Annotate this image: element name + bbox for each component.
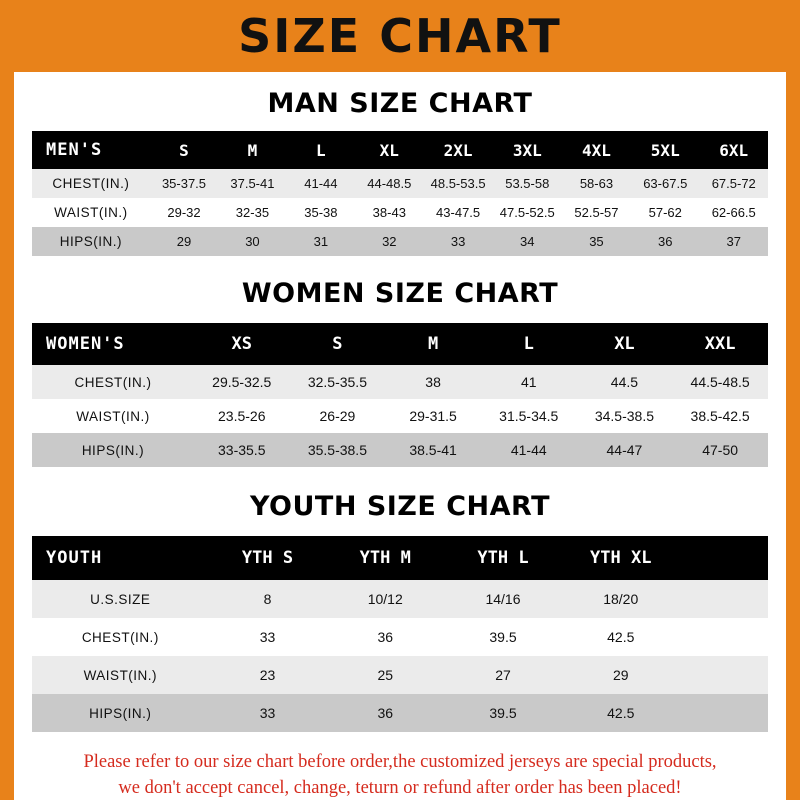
youth-size-table bbox=[32, 536, 768, 732]
women-row-2-cell-4: 44-47 bbox=[606, 442, 643, 458]
man-header-cell-3: L bbox=[316, 140, 326, 160]
page-title: SIZE CHART bbox=[238, 9, 562, 63]
man-row-2-cell-4: 33 bbox=[450, 234, 466, 249]
man-row-0-label: CHEST(IN.) bbox=[52, 176, 130, 191]
page-banner bbox=[0, 0, 800, 72]
man-row-2-cell-7: 36 bbox=[658, 234, 673, 249]
youth-row-3-cell-3: 42.5 bbox=[607, 705, 635, 721]
women-row-2-cell-3: 41-44 bbox=[510, 442, 547, 458]
women-row-2-cell-5: 47-50 bbox=[702, 442, 739, 458]
man-row-1-cell-1: 32-35 bbox=[235, 205, 270, 220]
youth-row-3-cell-1: 36 bbox=[377, 705, 394, 721]
women-row-0-cell-0: 29.5-32.5 bbox=[212, 374, 272, 390]
youth-row-1-cell-3: 42.5 bbox=[607, 629, 635, 645]
table-row bbox=[32, 198, 768, 227]
women-row-1-label: WAIST(IN.) bbox=[76, 408, 150, 424]
man-row-0-cell-7: 63-67.5 bbox=[643, 176, 688, 191]
table-row bbox=[32, 656, 768, 694]
chart-content bbox=[14, 88, 786, 801]
man-header-row bbox=[32, 131, 768, 169]
youth-row-0-cell-3: 18/20 bbox=[603, 591, 639, 607]
man-row-1-cell-0: 29-32 bbox=[167, 205, 201, 220]
man-section-title: MAN SIZE CHART bbox=[267, 88, 533, 119]
women-row-0-label: CHEST(IN.) bbox=[74, 374, 152, 390]
women-row-1-cell-5: 38.5-42.5 bbox=[690, 408, 750, 424]
youth-row-3-cell-2: 39.5 bbox=[489, 705, 517, 721]
women-section-title: WOMEN SIZE CHART bbox=[241, 278, 559, 309]
youth-row-0-cell-1: 10/12 bbox=[367, 591, 403, 607]
youth-row-0-cell-0: 8 bbox=[263, 591, 272, 607]
youth-header-cell-0: YOUTH bbox=[46, 548, 103, 568]
youth-row-3-cell-blank bbox=[680, 694, 768, 732]
man-header-cell-5: 2XL bbox=[443, 140, 473, 160]
youth-header-cell-blank bbox=[680, 536, 768, 580]
youth-row-2-cell-blank bbox=[680, 656, 768, 694]
youth-row-0-cell-blank bbox=[680, 580, 768, 618]
table-row bbox=[32, 580, 768, 618]
women-header-cell-2: S bbox=[332, 334, 343, 354]
table-row bbox=[32, 399, 768, 433]
women-row-0-cell-3: 41 bbox=[520, 374, 537, 390]
man-header-cell-7: 4XL bbox=[581, 140, 611, 160]
youth-row-1-label: CHEST(IN.) bbox=[81, 629, 159, 645]
man-row-0-cell-8: 67.5-72 bbox=[711, 176, 756, 191]
table-row bbox=[32, 694, 768, 732]
youth-section-title: YOUTH SIZE CHART bbox=[249, 491, 551, 522]
youth-row-1-cell-2: 39.5 bbox=[489, 629, 517, 645]
women-row-2-label: HIPS(IN.) bbox=[81, 442, 145, 458]
order-notice-line-1: Please refer to our size chart before order,the customized jerseys are special products, bbox=[83, 752, 717, 772]
man-row-2-cell-3: 32 bbox=[382, 234, 397, 249]
man-row-1-label: WAIST(IN.) bbox=[54, 205, 128, 220]
man-header-cell-6: 3XL bbox=[512, 140, 542, 160]
women-row-1-cell-3: 31.5-34.5 bbox=[499, 408, 559, 424]
women-header-cell-3: M bbox=[427, 334, 439, 354]
women-header-cell-1: XS bbox=[231, 334, 252, 354]
women-row-1-cell-0: 23.5-26 bbox=[218, 408, 266, 424]
women-row-0-cell-5: 44.5-48.5 bbox=[690, 374, 750, 390]
women-header-cell-6: XXL bbox=[704, 334, 736, 354]
youth-row-0-label: U.S.SIZE bbox=[90, 591, 151, 607]
women-size-table bbox=[32, 323, 768, 467]
man-row-1-cell-4: 43-47.5 bbox=[436, 205, 481, 220]
youth-header-cell-2: YTH M bbox=[359, 548, 411, 568]
man-row-0-cell-6: 58-63 bbox=[579, 176, 614, 191]
man-row-2-cell-5: 34 bbox=[520, 234, 535, 249]
women-header-cell-0: WOMEN'S bbox=[46, 334, 125, 354]
women-row-0-cell-1: 32.5-35.5 bbox=[307, 374, 367, 390]
youth-row-1-cell-1: 36 bbox=[377, 629, 394, 645]
man-row-2-cell-1: 30 bbox=[245, 234, 260, 249]
youth-header-row bbox=[32, 536, 768, 580]
man-row-2-cell-0: 29 bbox=[176, 234, 192, 249]
man-row-2-label: HIPS(IN.) bbox=[59, 234, 123, 249]
youth-header-cell-3: YTH L bbox=[477, 548, 529, 568]
table-row bbox=[32, 227, 768, 256]
man-row-1-cell-8: 62-66.5 bbox=[711, 205, 756, 220]
youth-row-0-cell-2: 14/16 bbox=[485, 591, 521, 607]
women-row-2-cell-0: 33-35.5 bbox=[218, 442, 266, 458]
table-row bbox=[32, 169, 768, 198]
youth-row-1-cell-blank bbox=[680, 618, 768, 656]
table-row bbox=[32, 433, 768, 467]
man-row-1-cell-3: 38-43 bbox=[372, 205, 406, 220]
man-header-cell-1: S bbox=[179, 140, 189, 160]
women-row-2-cell-1: 35.5-38.5 bbox=[307, 442, 367, 458]
youth-row-2-label: WAIST(IN.) bbox=[83, 667, 158, 683]
man-row-2-cell-2: 31 bbox=[313, 234, 329, 249]
women-row-0-cell-2: 38 bbox=[425, 374, 441, 390]
youth-row-3-label: HIPS(IN.) bbox=[89, 705, 152, 721]
youth-row-3-cell-0: 33 bbox=[259, 705, 276, 721]
women-row-1-cell-1: 26-29 bbox=[319, 408, 356, 424]
man-row-0-cell-2: 41-44 bbox=[304, 176, 338, 191]
man-row-0-cell-0: 35-37.5 bbox=[161, 176, 207, 191]
man-row-1-cell-7: 57-62 bbox=[648, 205, 682, 220]
man-row-0-cell-5: 53.5-58 bbox=[505, 176, 550, 191]
women-header-cell-4: L bbox=[523, 334, 534, 354]
youth-header-cell-1: YTH S bbox=[241, 548, 294, 568]
order-notice bbox=[32, 750, 768, 801]
man-row-1-cell-6: 52.5-57 bbox=[574, 205, 619, 220]
man-size-table bbox=[32, 131, 768, 256]
women-row-1-cell-2: 29-31.5 bbox=[409, 408, 457, 424]
youth-header-cell-4: YTH XL bbox=[590, 548, 652, 568]
man-row-2-cell-8: 37 bbox=[726, 234, 741, 249]
man-header-cell-0: MEN'S bbox=[46, 140, 103, 160]
man-row-1-cell-2: 35-38 bbox=[304, 205, 338, 220]
order-notice-line-2: we don't accept cancel, change, teturn or refund after order has been placed! bbox=[118, 777, 682, 798]
man-header-cell-4: XL bbox=[379, 140, 399, 160]
women-header-cell-5: XL bbox=[614, 334, 635, 354]
man-row-2-cell-6: 35 bbox=[589, 234, 604, 249]
youth-row-2-cell-0: 23 bbox=[259, 667, 276, 683]
youth-row-2-cell-2: 27 bbox=[495, 667, 511, 683]
women-row-0-cell-4: 44.5 bbox=[610, 374, 639, 390]
man-header-cell-9: 6XL bbox=[719, 140, 749, 160]
table-row bbox=[32, 618, 768, 656]
man-header-cell-2: M bbox=[247, 140, 258, 160]
man-row-1-cell-5: 47.5-52.5 bbox=[499, 205, 555, 220]
youth-row-2-cell-1: 25 bbox=[377, 667, 394, 683]
man-row-0-cell-1: 37.5-41 bbox=[230, 176, 275, 191]
table-row bbox=[32, 365, 768, 399]
women-row-1-cell-4: 34.5-38.5 bbox=[594, 408, 655, 424]
man-row-0-cell-4: 48.5-53.5 bbox=[430, 176, 486, 191]
youth-row-1-cell-0: 33 bbox=[259, 629, 276, 645]
youth-row-2-cell-3: 29 bbox=[612, 667, 629, 683]
man-row-0-cell-3: 44-48.5 bbox=[367, 176, 412, 191]
man-header-cell-8: 5XL bbox=[650, 140, 680, 160]
women-row-2-cell-2: 38.5-41 bbox=[409, 442, 457, 458]
women-header-row bbox=[32, 323, 768, 365]
